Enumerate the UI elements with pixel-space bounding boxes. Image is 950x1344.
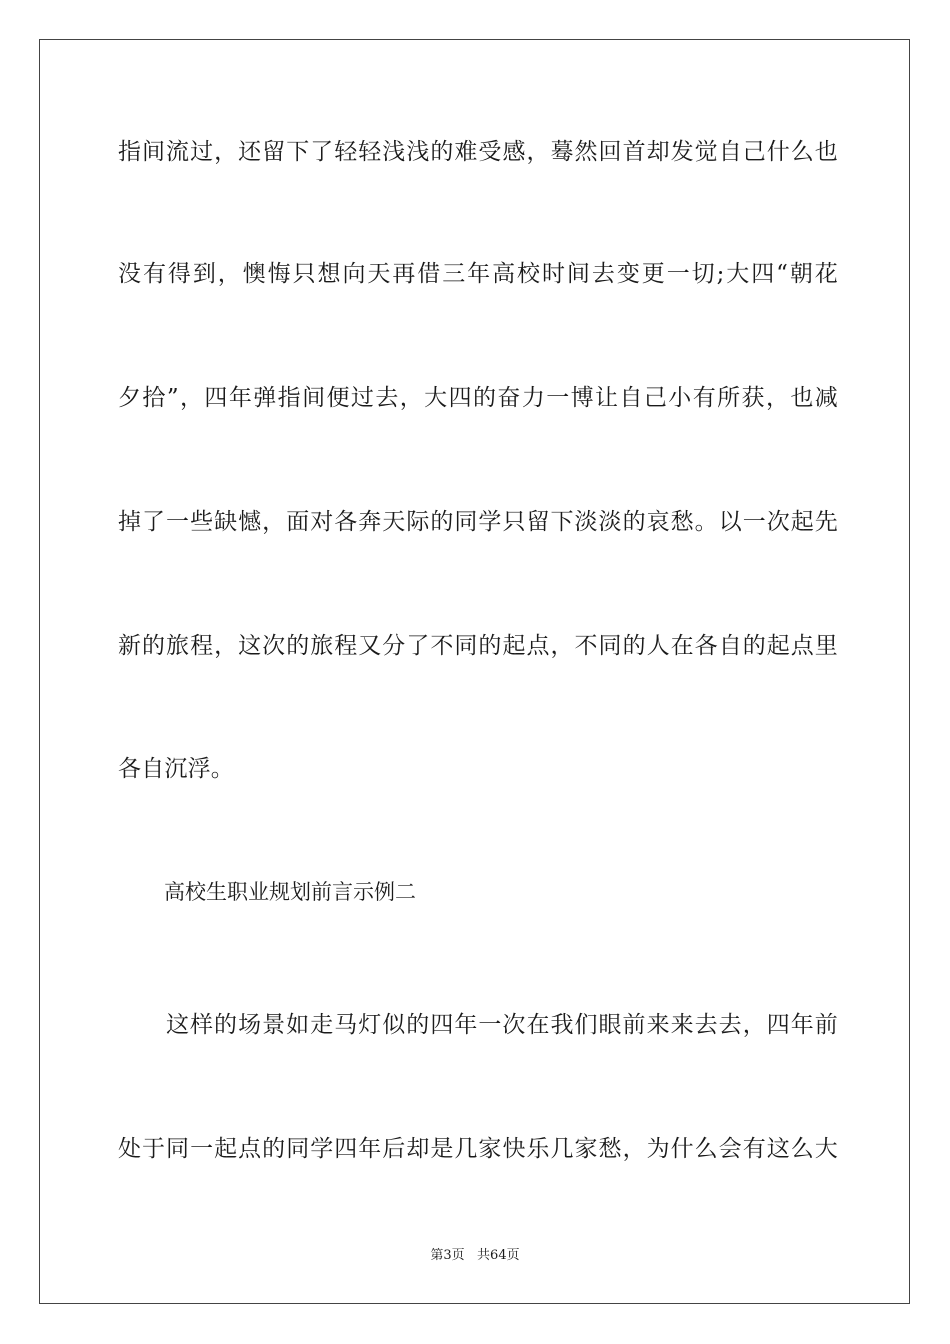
body-line-3: 夕拾”，四年弹指间便过去，大四的奋力一博让自己小有所获，也减 bbox=[118, 385, 838, 411]
body-line-2: 没有得到，懊悔只想向天再借三年高校时间去变更一切;大四“朝花 bbox=[118, 261, 838, 287]
body-line-6: 各自沉浮。 bbox=[118, 756, 234, 782]
paragraph2-line-1: 这样的场景如走马灯似的四年一次在我们眼前来来去去，四年前 bbox=[166, 1012, 838, 1038]
body-line-4: 掉了一些缺憾，面对各奔天际的同学只留下淡淡的哀愁。以一次起先 bbox=[118, 509, 838, 535]
page-number: 第3页 共64页 bbox=[430, 1248, 520, 1263]
section-heading: 高校生职业规划前言示例二 bbox=[164, 880, 416, 904]
body-line-5: 新的旅程，这次的旅程又分了不同的起点，不同的人在各自的起点里 bbox=[118, 633, 838, 659]
page-border bbox=[39, 39, 910, 1304]
body-line-1: 指间流过，还留下了轻轻浅浅的难受感，蓦然回首却发觉自己什么也 bbox=[118, 139, 838, 165]
paragraph2-line-2: 处于同一起点的同学四年后却是几家快乐几家愁，为什么会有这么大 bbox=[118, 1136, 838, 1162]
